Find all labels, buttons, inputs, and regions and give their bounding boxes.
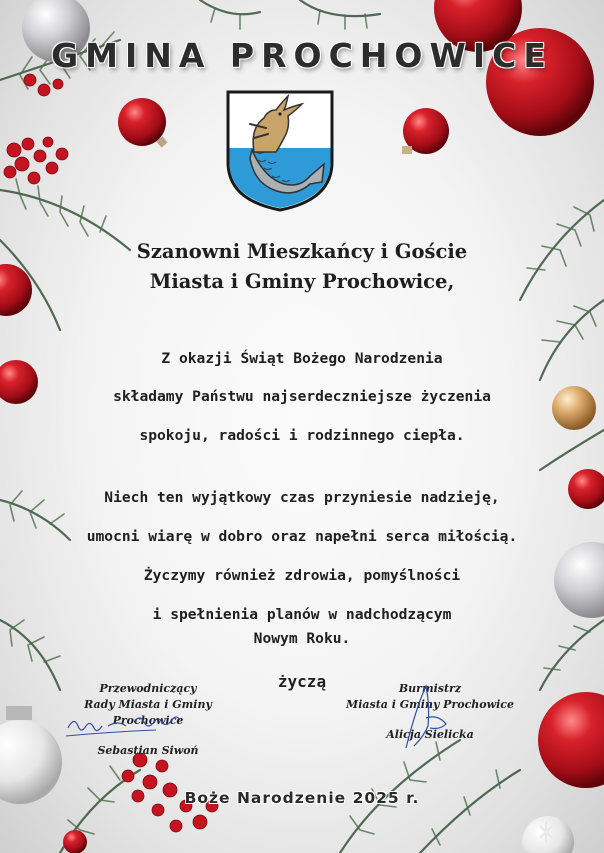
greeting-line-1: Szanowni Mieszkańcy i Goście (136, 240, 468, 263)
body-line: Niech ten wyjątkowy czas przyniesie nadzieję, (104, 489, 500, 506)
footer-date: Boże Narodzenie 2025 r. (184, 789, 420, 807)
signature-right-icon (396, 678, 456, 756)
signatory-right-name: Alicja Sielicka (386, 728, 474, 741)
body-line: Nowym Roku. (253, 630, 351, 647)
signatory-left-role: Przewodniczący (99, 682, 197, 695)
page-title: GMINA PROCHOWICE (51, 36, 553, 75)
body-line: umocni wiarę w dobro oraz napełni serca miłością. (86, 528, 518, 545)
signatory-left-council: Rady Miasta i Gminy Prochowice (84, 698, 212, 727)
signature-left-icon (64, 708, 194, 744)
body-line: i spełnienia planów w nadchodzącym (152, 606, 452, 623)
body-line: Życzymy również zdrowia, pomyślności (143, 567, 461, 584)
signatory-right-role: Burmistrz (398, 682, 462, 695)
body-line: Z okazji Świąt Bożego Narodzenia (161, 350, 443, 367)
wish-line: życzą (277, 672, 327, 691)
signatory-left-name: Sebastian Siwoń (97, 744, 199, 757)
coat-of-arms-icon (224, 88, 336, 214)
body-line: składamy Państwu najserdeczniejsze życzenia (113, 388, 491, 405)
body-line: spokoju, radości i rodzinnego ciepła. (139, 427, 465, 444)
greeting-line-2: Miasta i Gminy Prochowice, (149, 270, 455, 293)
signatory-right-office: Miasta i Gminy Prochowice (346, 698, 514, 711)
